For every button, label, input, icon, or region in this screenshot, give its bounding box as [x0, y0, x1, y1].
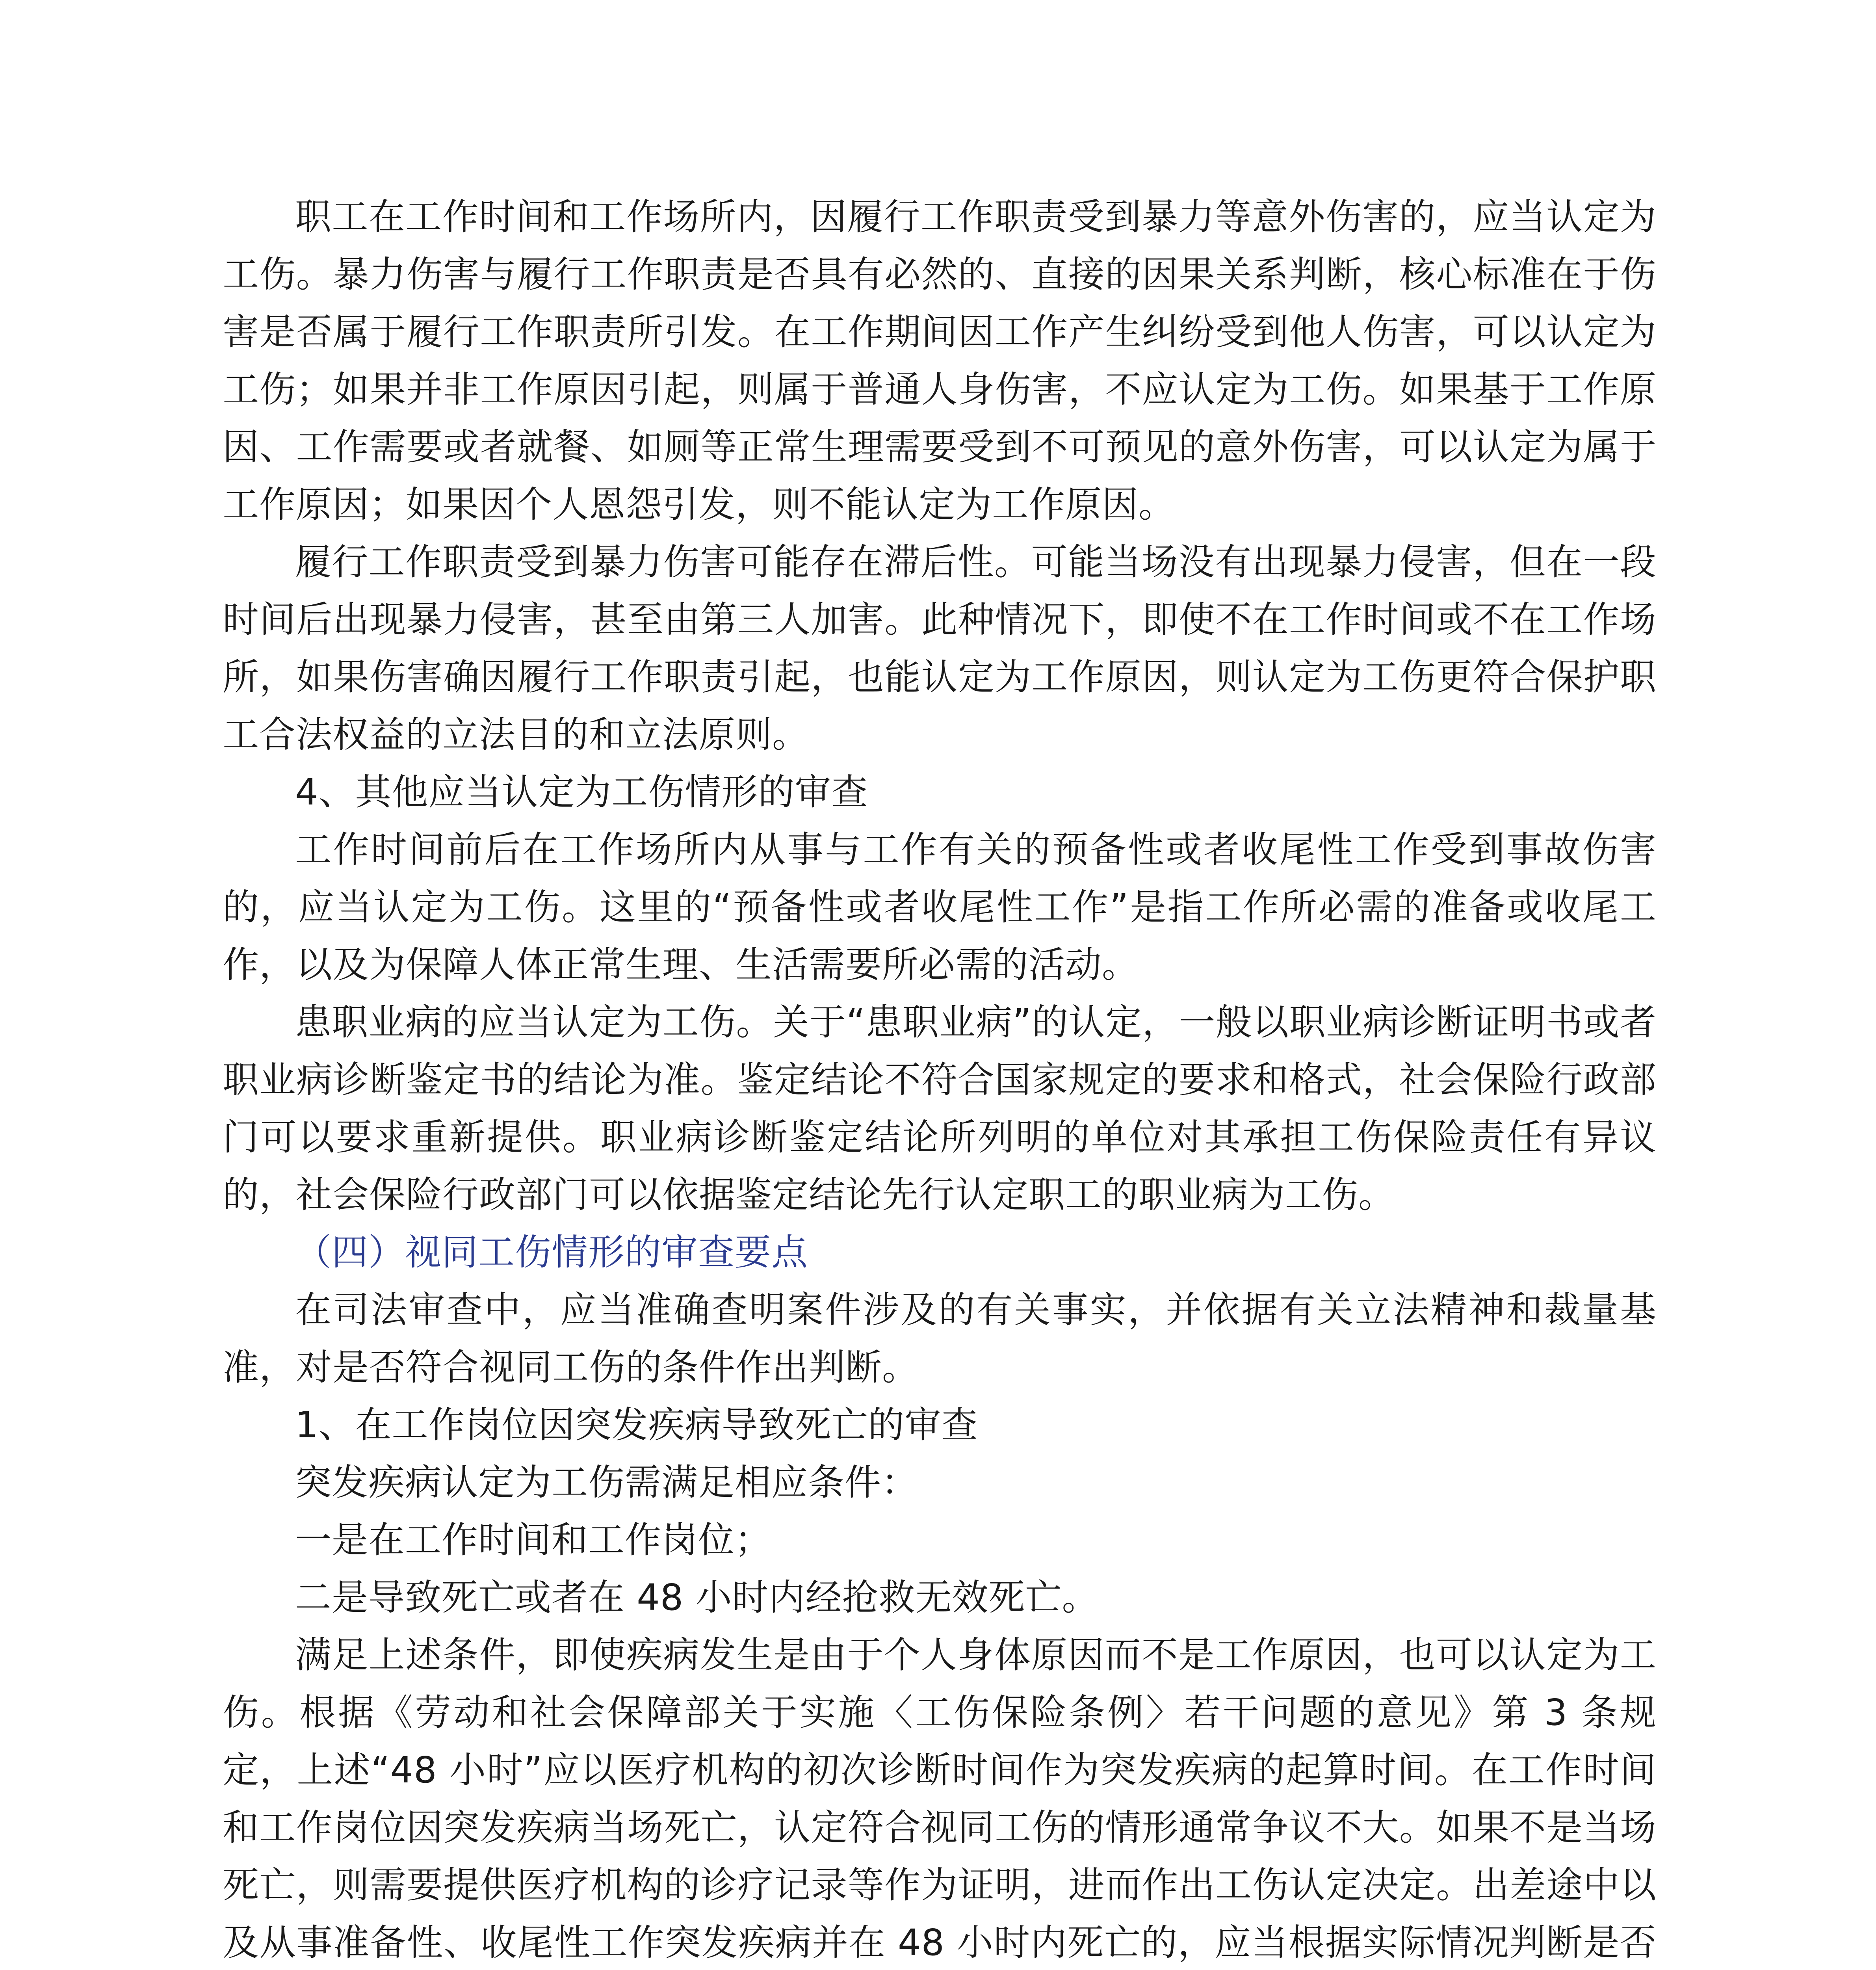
- paragraph: 在司法审查中，应当准确查明案件涉及的有关事实，并依据有关立法精神和裁量基准，对是否符合视同工伤的条件作出判断。: [223, 1289, 1657, 1388]
- paragraph: 患职业病的应当认定为工伤。关于“患职业病”的认定，一般以职业病诊断证明书或者职业病诊断鉴定书的结论为准。鉴定结论不符合国家规定的要求和格式，社会保险行政部门可以要求重新提供。职业病诊断鉴定结论所列明的单位对其承担工伤保险责任有异议的，社会保险行政部门可以依据鉴定结论先行认定职工的职业病为工伤。: [223, 1001, 1657, 1216]
- subsection-heading: 1、在工作岗位因突发疾病导致死亡的审查: [295, 1404, 978, 1446]
- paragraph: 突发疾病认定为工伤需满足相应条件：: [295, 1461, 918, 1504]
- condition-item: 一是在工作时间和工作岗位；: [295, 1519, 772, 1561]
- subsection-heading: 4、其他应当认定为工伤情形的审查: [295, 771, 868, 813]
- paragraph: 履行工作职责受到暴力伤害可能存在滞后性。可能当场没有出现暴力侵害，但在一段时间后出现暴力侵害，甚至由第三人加害。此种情况下，即使不在工作时间或不在工作场所，如果伤害确因履行工作职责引起，也能认定为工作原因，则认定为工伤更符合保护职工合法权益的立法目的和立法原则。: [223, 541, 1657, 756]
- document-body: [223, 188, 1657, 1970]
- condition-item: 二是导致死亡或者在 48 小时内经抢救无效死亡。: [295, 1576, 1099, 1619]
- paragraph: 工作时间前后在工作场所内从事与工作有关的预备性或者收尾性工作受到事故伤害的，应当认定为工伤。这里的“预备性或者收尾性工作”是指工作所必需的准备或收尾工作，以及为保障人体正常生理、生活需要所必需的活动。: [223, 829, 1657, 986]
- paragraph: 满足上述条件，即使疾病发生是由于个人身体原因而不是工作原因，也可以认定为工伤。根据《劳动和社会保障部关于实施〈工伤保险条例〉若干问题的意见》第 3 条规定，上述“48 小时”应以医疗机构的初次诊断时间作为突发疾病的起算时间。在工作时间和工作岗位因突发疾病当场死亡，认定符合视同工伤的情形通常争议不大。如果不是当场死亡，则需要提供医疗机构的诊疗记录等作为证明，进而作出工伤认定决定。出差途中以及从事准备性、收尾性工作突发疾病并在 48 小时内死亡的，应当根据实际情况判断是否: [223, 1634, 1657, 1964]
- paragraph: 职工在工作时间和工作场所内，因履行工作职责受到暴力等意外伤害的，应当认定为工伤。暴力伤害与履行工作职责是否具有必然的、直接的因果关系判断，核心标准在于伤害是否属于履行工作职责所引发。在工作期间因工作产生纠纷受到他人伤害，可以认定为工伤；如果并非工作原因引起，则属于普通人身伤害，不应认定为工伤。如果基于工作原因、工作需要或者就餐、如厕等正常生理需要受到不可预见的意外伤害，可以认定为属于工作原因；如果因个人恩怨引发，则不能认定为工作原因。: [223, 196, 1657, 526]
- section-heading: （四）视同工伤情形的审查要点: [295, 1231, 808, 1273]
